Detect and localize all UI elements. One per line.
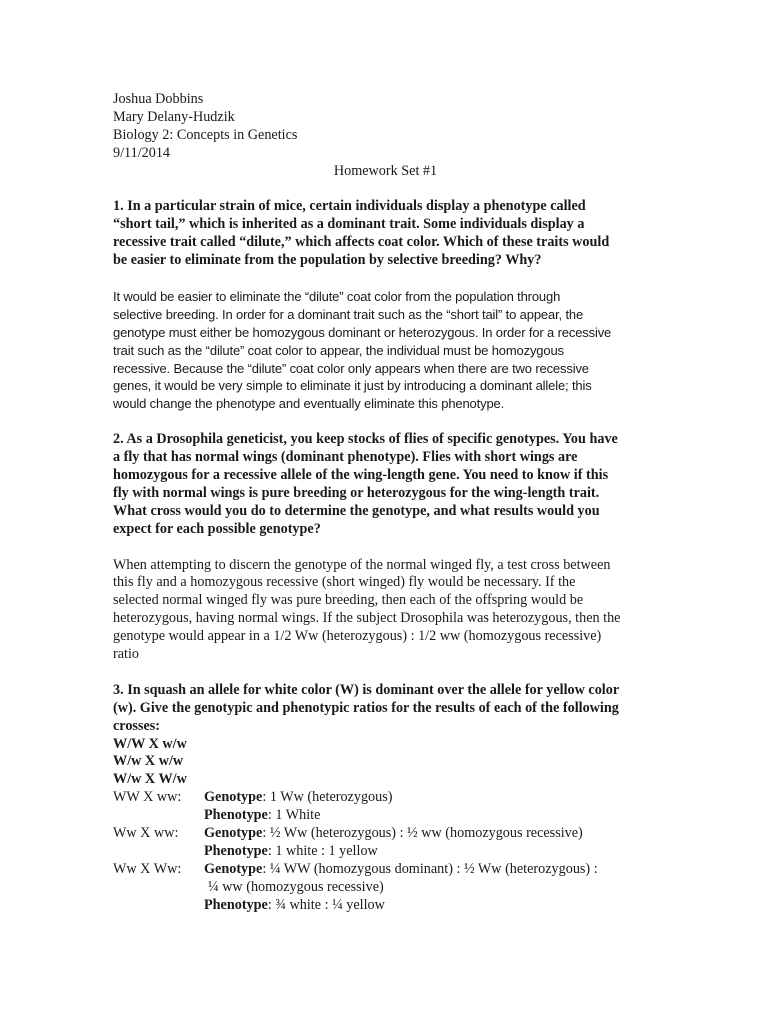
question-line: crosses:: [113, 717, 161, 734]
cross-label: WW X ww:: [113, 789, 182, 806]
question-3: [113, 682, 658, 789]
answer-line: recessive. Because the “dilute” coat color only appears when there are two recessive: [113, 360, 589, 376]
genotype-label: Genotype: [204, 860, 263, 877]
answer-line: When attempting to discern the genotype of the normal winged fly, a test cross between: [113, 556, 611, 573]
answer-3: [113, 789, 658, 914]
phenotype-value: : 1 white : 1 yellow: [267, 842, 378, 859]
question-2: [113, 431, 658, 538]
genotype-continuation: ¼ ww (homozygous recessive): [208, 878, 384, 895]
question-line: What cross would you do to determine the genotype, and what results would you: [113, 502, 600, 519]
phenotype-result: [204, 897, 658, 915]
phenotype-label: Phenotype: [204, 842, 268, 859]
question-line: be easier to eliminate from the population by selective breeding? Why?: [113, 252, 542, 269]
instructor-name: Mary Delany-Hudzik: [113, 108, 235, 125]
document-title: Homework Set #1: [333, 162, 438, 179]
cross-result-row: [113, 897, 658, 915]
question-line: 3. In squash an allele for white color (W) is dominant over the allele for yellow color: [113, 681, 620, 698]
question-line: (w). Give the genotypic and phenotypic ratios for the results of each of the following: [113, 699, 619, 716]
cross-result-row: [113, 879, 658, 897]
header-block: [113, 91, 658, 181]
phenotype-value: : ¾ white : ¼ yellow: [267, 896, 385, 913]
question-line: homozygous for a recessive allele of the wing-length gene. You need to know if this: [113, 466, 609, 483]
answer-1: [113, 288, 658, 413]
question-line: recessive trait called “dilute,” which affects coat color. Which of these traits would: [113, 234, 610, 251]
answer-line: It would be easier to eliminate the “dilute” coat color from the population through: [113, 288, 561, 304]
answer-line: selected normal winged fly was pure breeding, then each of the offspring would be: [113, 592, 584, 609]
question-line: expect for each possible genotype?: [113, 520, 321, 537]
question-line: 2. As a Drosophila geneticist, you keep stocks of flies of specific genotypes. You have: [113, 431, 618, 448]
phenotype-label: Phenotype: [204, 807, 268, 824]
phenotype-result: [204, 807, 658, 825]
answer-line: heterozygous, having normal wings. If the subject Drosophila was heterozygous, then the: [113, 610, 621, 627]
genotype-result: [204, 861, 658, 879]
document-page: [113, 91, 658, 915]
phenotype-value: : 1 White: [267, 807, 321, 824]
cross-result-row: [113, 789, 658, 807]
answer-line: genotype would appear in a 1/2 Ww (heterozygous) : 1/2 ww (homozygous recessive): [113, 628, 602, 645]
cross-label: Ww X Ww:: [113, 860, 182, 877]
cross-item: W/W X w/w: [113, 735, 187, 752]
cross-label: Ww X ww:: [113, 825, 179, 842]
answer-line: genotype must either be homozygous dominant or heterozygous. In order for a recessive: [113, 324, 612, 340]
answer-line: this fly and a homozygous recessive (short winged) fly would be necessary. If the: [113, 574, 576, 591]
question-line: “short tail,” which is inherited as a dominant trait. Some individuals display a: [113, 216, 585, 233]
phenotype-result: [204, 843, 658, 861]
genotype-value: : 1 Ww (heterozygous): [262, 789, 393, 806]
answer-line: ratio: [113, 646, 139, 663]
document-date: 9/11/2014: [113, 144, 171, 161]
cross-item: W/w X W/w: [113, 771, 187, 788]
question-line: 1. In a particular strain of mice, certain individuals display a phenotype called: [113, 198, 586, 215]
genotype-value: : ¼ WW (homozygous dominant) : ½ Ww (heterozygous) :: [262, 860, 598, 877]
question-1: [113, 198, 658, 270]
author-name: Joshua Dobbins: [113, 91, 204, 107]
answer-line: selective breeding. In order for a dominant trait such as the “short tail” to appear, the: [113, 306, 584, 322]
cross-result-row: [113, 807, 658, 825]
genotype-label: Genotype: [204, 825, 263, 842]
cross-result-row: [113, 843, 658, 861]
genotype-value: : ½ Ww (heterozygous) : ½ ww (homozygous recessive): [262, 825, 583, 842]
phenotype-label: Phenotype: [204, 896, 268, 913]
genotype-result: [204, 825, 658, 843]
genotype-label: Genotype: [204, 789, 263, 806]
course-name: Biology 2: Concepts in Genetics: [113, 126, 298, 143]
cross-item: W/w X w/w: [113, 753, 184, 770]
answer-line: genes, it would be very simple to eliminate it just by introducing a dominant allele; this: [113, 378, 592, 394]
cross-result-row: [113, 861, 658, 879]
answer-line: would change the phenotype and eventually eliminate this phenotype.: [113, 396, 505, 412]
cross-result-row: [113, 825, 658, 843]
question-line: a fly that has normal wings (dominant phenotype). Flies with short wings are: [113, 449, 578, 466]
answer-line: trait such as the “dilute” coat color to appear, the individual must be homozygous: [113, 342, 564, 358]
answer-2: [113, 557, 658, 664]
genotype-result: [204, 789, 658, 807]
question-line: fly with normal wings is pure breeding or heterozygous for the wing-length trait.: [113, 484, 600, 501]
